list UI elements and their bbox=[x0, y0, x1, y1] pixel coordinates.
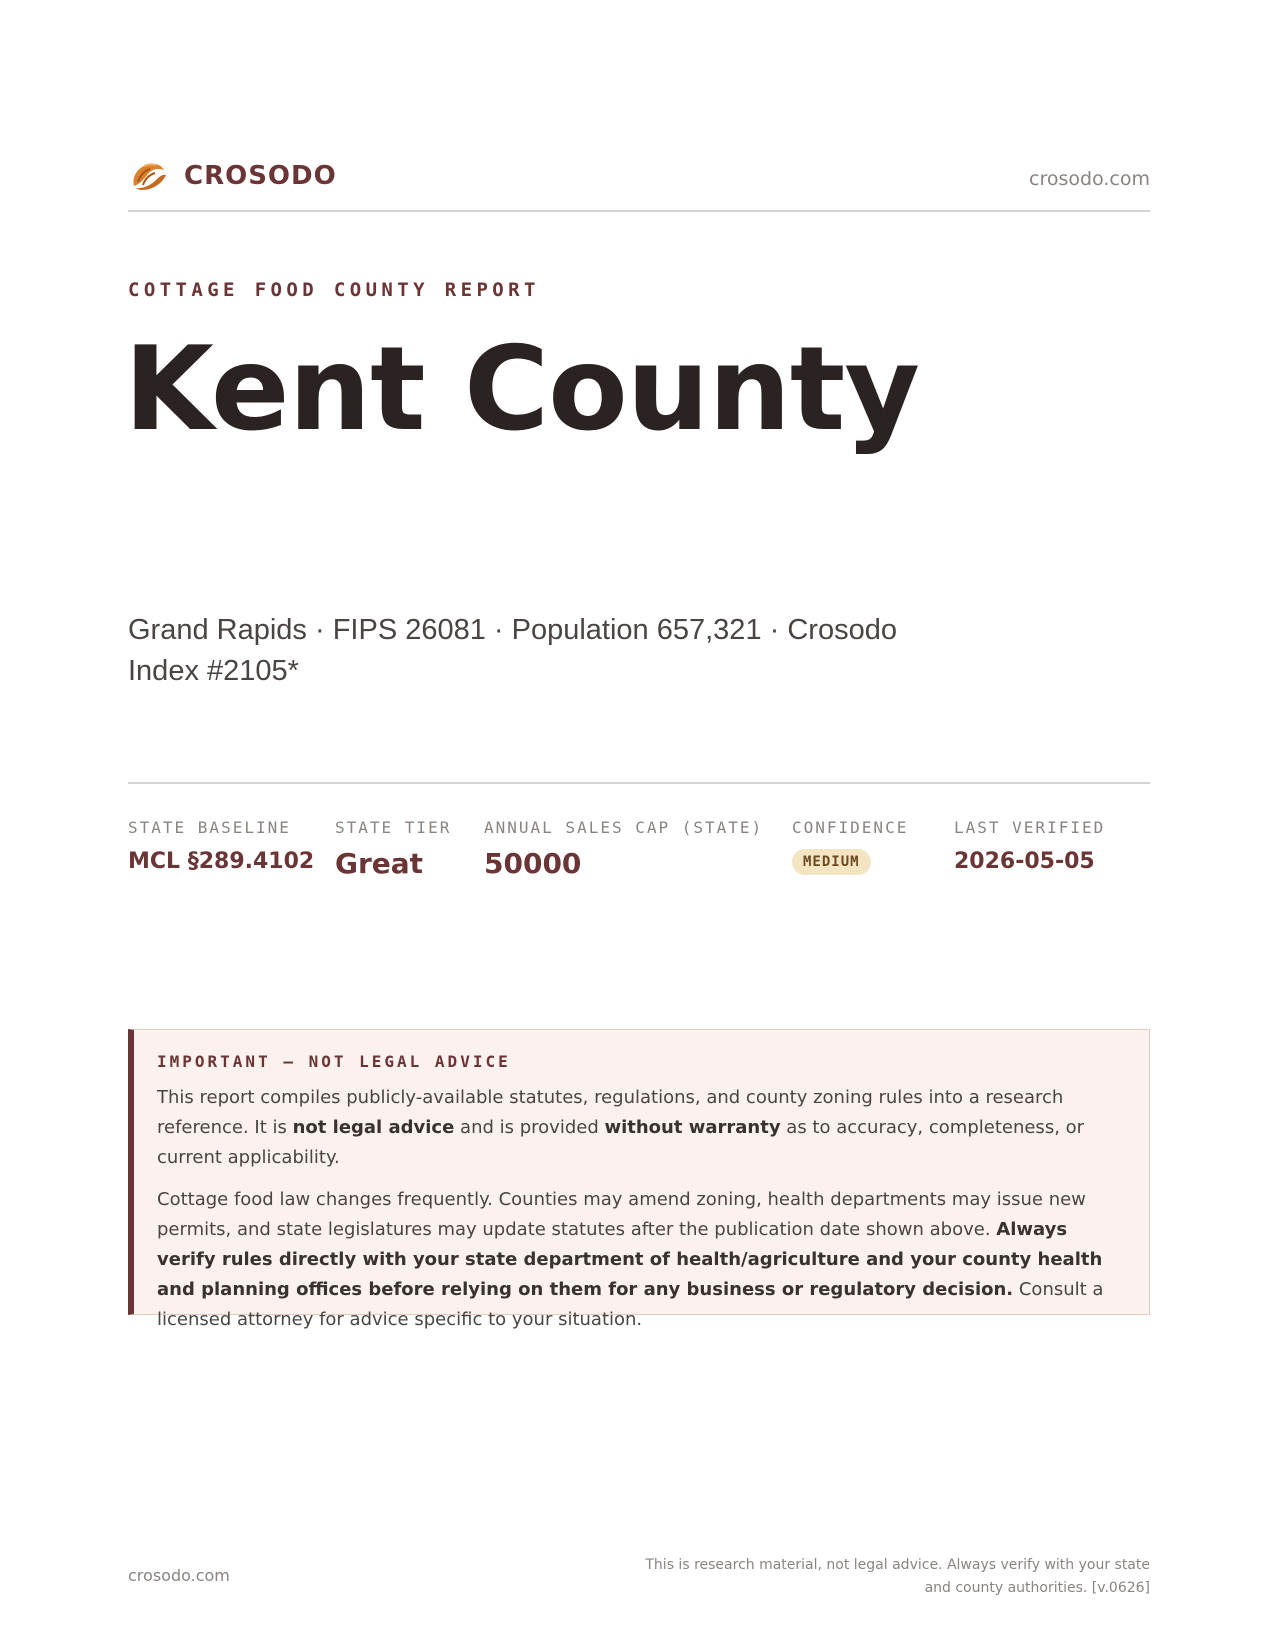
stat-label: STATE BASELINE bbox=[128, 818, 291, 837]
stat-value: 50000 bbox=[484, 847, 582, 880]
report-page bbox=[124, 0, 1150, 1650]
stat-label: LAST VERIFIED bbox=[954, 818, 1106, 837]
county-summary: Grand Rapids · FIPS 26081 · Population 657,321 · Crosodo Index #2105* bbox=[128, 614, 897, 687]
notice-text: Cottage food law changes frequently. Counties may amend zoning, health departments may issue new permits, and state legislatures may update statutes after the publication date shown above. bbox=[157, 1189, 1086, 1240]
legal-notice bbox=[128, 1029, 1150, 1330]
report-eyebrow: COTTAGE FOOD COUNTY REPORT bbox=[128, 279, 540, 301]
stat-label: CONFIDENCE bbox=[792, 818, 909, 837]
footer-disclaimer: This is research material, not legal advice. Always verify with your state and county authorities. [v.0626] bbox=[645, 1557, 1150, 1596]
site-url[interactable]: crosodo.com bbox=[1029, 168, 1150, 190]
stat-state-tier bbox=[335, 818, 451, 880]
stat-state-baseline bbox=[128, 818, 314, 874]
notice-text: This report compiles publicly-available statutes, regulations, and county zoning rules into a research reference. It is bbox=[157, 1087, 1064, 1138]
section-divider bbox=[128, 782, 1150, 784]
notice-emphasis: Always verify rules directly with your state department of health/agriculture and your county health and planning offices before relying on them for any business or regulatory decision. bbox=[157, 1219, 1103, 1300]
notice-title: IMPORTANT — NOT LEGAL ADVICE bbox=[157, 1052, 511, 1071]
notice-paragraph-1 bbox=[157, 1083, 1117, 1173]
header-divider bbox=[128, 210, 1150, 212]
stat-last-verified bbox=[954, 818, 1105, 874]
notice-text: and is provided bbox=[454, 1117, 605, 1138]
stat-value: 2026-05-05 bbox=[954, 849, 1095, 874]
stat-sales-cap bbox=[484, 818, 763, 880]
notice-paragraph-2 bbox=[157, 1185, 1117, 1335]
brand-name: CROSODO bbox=[184, 161, 337, 191]
confidence-badge: MEDIUM bbox=[792, 849, 871, 875]
brand bbox=[128, 156, 337, 196]
footer-site-url[interactable]: crosodo.com bbox=[128, 1566, 230, 1585]
notice-text: Consult a licensed attorney for advice specific to your situation. bbox=[157, 1279, 1104, 1330]
stats-row bbox=[128, 818, 1150, 898]
notice-text: as to accuracy, completeness, or current applicability. bbox=[157, 1117, 1085, 1168]
stat-confidence bbox=[792, 818, 908, 875]
stat-value: Great bbox=[335, 847, 424, 880]
croissant-icon bbox=[128, 156, 168, 196]
stat-label: ANNUAL SALES CAP (STATE) bbox=[484, 818, 764, 837]
stat-label: STATE TIER bbox=[335, 818, 452, 837]
page-title: Kent County bbox=[124, 322, 919, 457]
notice-emphasis: without warranty bbox=[604, 1117, 781, 1138]
notice-emphasis: not legal advice bbox=[292, 1117, 455, 1138]
stat-value: MCL §289.4102 bbox=[128, 849, 315, 874]
page-header bbox=[128, 156, 1150, 204]
